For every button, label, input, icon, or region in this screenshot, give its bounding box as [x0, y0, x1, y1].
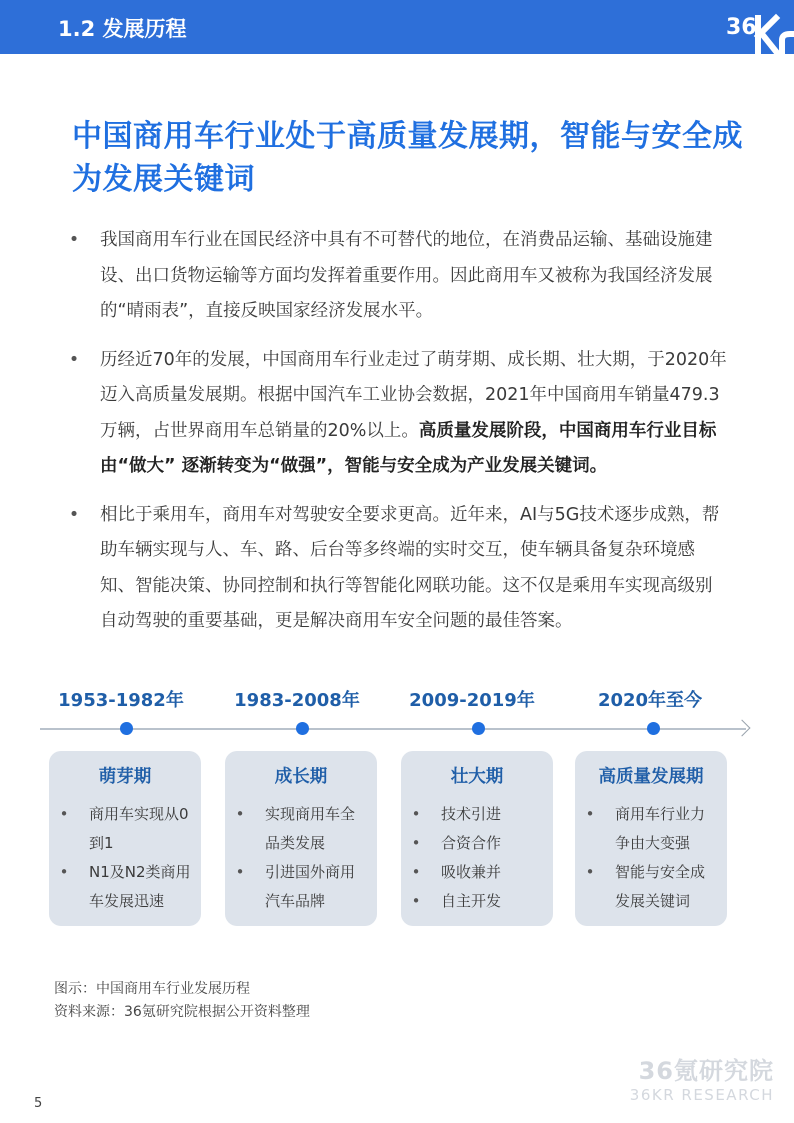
- bullet-list: [68, 223, 728, 653]
- stage-item: [411, 887, 543, 916]
- stage-item-text: 吸收兼并: [441, 863, 502, 881]
- stage-item: [585, 800, 717, 858]
- bullet-dot-icon: •: [411, 892, 421, 910]
- page-heading: 中国商用车行业处于高质量发展期，智能与安全成为发展关键词: [72, 119, 743, 197]
- bullet-item: [68, 498, 728, 640]
- stage-item: [411, 829, 543, 858]
- stage-item: [585, 858, 717, 916]
- figure-caption: [54, 978, 310, 1024]
- bullet-dot-icon: •: [411, 834, 421, 852]
- stage-item-text: 引进国外商用汽车品牌: [265, 863, 356, 910]
- stage-card: [225, 751, 377, 926]
- bullet-dot-icon: •: [59, 805, 69, 823]
- stage-item: [235, 858, 367, 916]
- stage-item: [59, 800, 191, 858]
- section-title: 1.2 发展历程: [58, 17, 187, 41]
- stage-item-text: 自主开发: [441, 892, 502, 910]
- svg-text:36: 36: [726, 15, 757, 40]
- bullet-item: [68, 223, 728, 330]
- stage-title: 萌芽期: [98, 767, 152, 787]
- bullet-dot-icon: •: [68, 349, 80, 370]
- stage-title: 成长期: [274, 767, 328, 787]
- arrow-right-icon: [734, 720, 751, 737]
- timeline-dot: [120, 722, 133, 735]
- bullet-dot-icon: •: [68, 230, 80, 250]
- page-number: 5: [34, 1096, 43, 1111]
- stage-card: [575, 751, 727, 926]
- bullet-text: 相比于乘用车，商用车对驾驶安全要求更高。近年来，AI与5G技术逐步成熟，帮助车辆实现与人、车、路、后台等多终端的实时交互，使车辆具备复杂环境感知、智能决策、协同控制和执行等智能化网联功能。这不仅是乘用车实现高级别自动驾驶的重要基础，更是解决商用车安全问题的最佳答案。: [100, 504, 720, 631]
- bullet-bold-text: 高质量发展阶段，中国商用车行业目标由“做大” 逐渐转变为“做强”，智能与安全成为产业发展关键词。: [100, 420, 717, 476]
- stage-item-text: 智能与安全成发展关键词: [615, 863, 706, 910]
- bullet-dot-icon: •: [59, 863, 69, 881]
- bullet-dot-icon: •: [235, 863, 245, 881]
- stage-item-text: 商用车实现从0到1: [89, 805, 189, 852]
- timeline-dot: [472, 722, 485, 735]
- watermark: [630, 1056, 774, 1104]
- stage-item-text: 技术引进: [441, 805, 502, 823]
- timeline-date: 2009-2019年: [409, 690, 535, 711]
- header-bar: [0, 0, 794, 54]
- stage-item-text: 合资合作: [441, 834, 502, 852]
- timeline-dot: [647, 722, 660, 735]
- stage-item: [235, 800, 367, 858]
- watermark-en: 36KR RESEARCH: [629, 1086, 774, 1104]
- bullet-dot-icon: •: [411, 805, 421, 823]
- stage-title: 壮大期: [450, 767, 504, 787]
- timeline-date: 1983-2008年: [234, 690, 360, 711]
- bullet-dot-icon: •: [68, 504, 80, 525]
- bullet-text: 我国商用车行业在国民经济中具有不可替代的地位，在消费品运输、基础设施建设、出口货物运输等方面均发挥着重要作用。因此商用车又被称为我国经济发展的“晴雨表”，直接反映国家经济发展水平。: [100, 230, 713, 321]
- bullet-dot-icon: •: [235, 805, 245, 823]
- timeline-axis: [40, 728, 746, 730]
- stage-item-text: 商用车行业力争由大变强: [615, 805, 706, 852]
- bullet-item: [68, 343, 728, 485]
- stage-item-text: 实现商用车全品类发展: [265, 805, 356, 852]
- bullet-dot-icon: •: [585, 863, 595, 881]
- stage-card: [401, 751, 553, 926]
- stage-card: [49, 751, 201, 926]
- timeline-dates: [0, 686, 794, 716]
- watermark-cn: 36氪研究院: [638, 1057, 774, 1085]
- bullet-dot-icon: •: [585, 805, 595, 823]
- stage-item: [411, 858, 543, 887]
- source-note: 资料来源：36氪研究院根据公开资料整理: [54, 1004, 310, 1020]
- bullet-dot-icon: •: [411, 863, 421, 881]
- timeline-dot: [296, 722, 309, 735]
- stage-item-text: N1及N2类商用车发展迅速: [89, 863, 191, 910]
- stage-item: [59, 858, 191, 916]
- 36kr-logo: [718, 0, 794, 54]
- timeline-date: 2020年至今: [597, 690, 703, 711]
- stage-title: 高质量发展期: [598, 767, 704, 787]
- bullet-text: 历经近70年的发展，中国商用车行业走过了萌芽期、成长期、壮大期，于2020年迈入高质量发展期。根据中国汽车工业协会数据，2021年中国商用车销量479.3万辆，占世界商用车总销量的20%以上。: [100, 349, 727, 441]
- figure-title: 图示：中国商用车行业发展历程: [54, 981, 250, 997]
- stage-item: [411, 800, 543, 829]
- timeline-date: 1953-1982年: [58, 690, 184, 711]
